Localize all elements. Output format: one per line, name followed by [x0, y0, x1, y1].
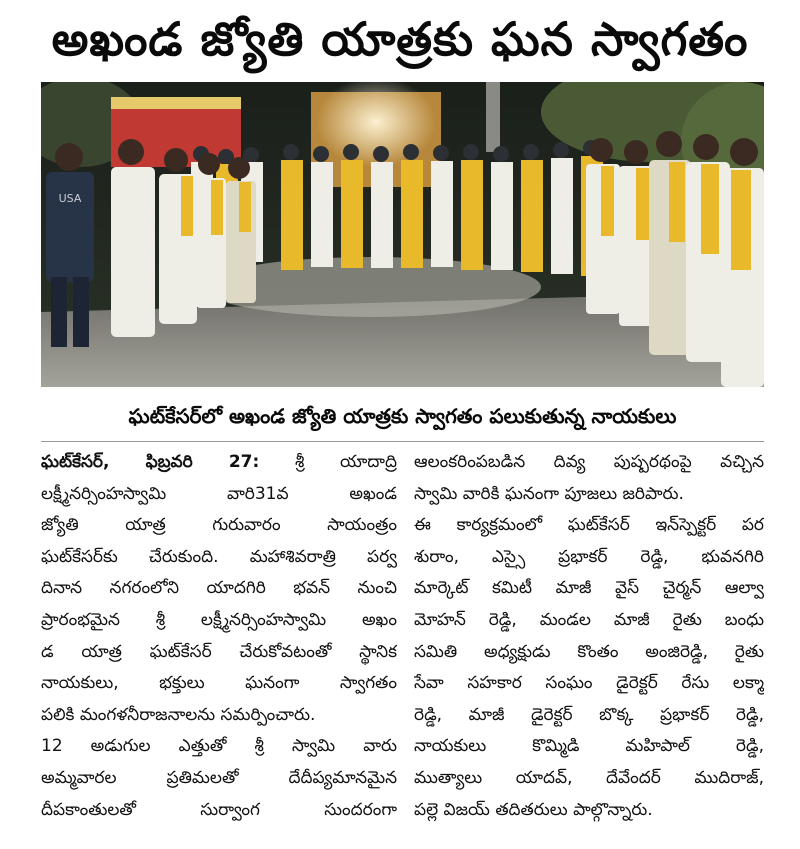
article-column-right — [414, 447, 764, 842]
news-photo — [41, 82, 764, 387]
dateline: ఘట్‌కేసర్, ఫిబ్రవరి 27: — [41, 452, 260, 472]
photo-caption: ఘట్‌కేసర్‌లో అఖండ జ్యోతి యాత్రకు స్వాగతం పలుకుతున్న నాయకులు — [128, 404, 677, 428]
article-line: మోహన్ రెడ్డి, మండల మాజీ రైతు బంధు — [414, 609, 764, 630]
headline: అఖండ జ్యోతి యాత్రకు ఘన స్వాగతం — [51, 12, 749, 66]
article-line: 12 అడుగుల ఎత్తుతో శ్రీ స్వామి వారు — [41, 736, 397, 757]
article-line: పలికి మంగళనీరాజనాలను సమర్పించారు. — [41, 704, 316, 725]
article-column-left — [41, 447, 397, 842]
article-line: స్వామి వారికి ఘనంగా పూజలు జరిపారు. — [414, 483, 684, 504]
article-line: శురాం, ఎస్సై ప్రభాకర్ రెడ్డి, భువనగిరి — [414, 546, 764, 567]
article-line: పల్లె విజయ్ తదితరులు పాల్గొన్నారు. — [414, 799, 653, 820]
article-line: సమితి అధ్యక్షుడు కొంతం అంజిరెడ్డి, రైతు — [414, 641, 764, 662]
article-line: ప్రారంభమైన శ్రీ లక్ష్మీనర్సింహస్వామి అఖం — [41, 609, 397, 630]
article-line: ఈ కార్యక్రమంలో ఘట్‌కేసర్ ఇన్‌స్పెక్టర్ పర — [414, 515, 764, 536]
article-line: నాయకులు, భక్తులు ఘనంగా స్వాగతం — [41, 673, 397, 694]
article-line: జ్యోతి యాత్ర గురువారం సాయంత్రం — [41, 515, 397, 536]
article-line: నాయకులు కొమ్మిడి మహిపాల్ రెడ్డి, — [414, 736, 764, 757]
article-line: డ యాత్ర ఘట్‌కేసర్ చేరుకోవటంతో స్థానిక — [41, 641, 397, 662]
article-line: మార్కెట్ కమిటీ మాజీ వైస్ చైర్మన్ ఆల్వా — [414, 578, 764, 599]
article-line: సేవా సహకార సంఘం డైరెక్టర్ రేసు లక్మా — [414, 673, 764, 694]
article-line: ఆలంకరింపబడిన దివ్య పుష్పరథంపై వచ్చిన — [414, 452, 764, 472]
article-line: దినాన నగరంలోని యాదగిరి భవన్ నుంచి — [41, 578, 397, 599]
divider — [41, 441, 764, 442]
article-line: ముత్యాలు యాదవ్, దేవేందర్ ముదిరాజ్, — [414, 767, 764, 788]
article-line: దీపకాంతులతో సుర్వాంగ సుందరంగా — [41, 799, 397, 820]
article-line: రెడ్డి, మాజీ డైరెక్టర్ బొక్క ప్రభాకర్ రెడ్డి, — [414, 704, 764, 725]
article-line — [41, 447, 397, 479]
article-line: ఘట్‌కేసర్‌కు చేరుకుంది. మహాశివరాత్రి పర్వ — [41, 546, 397, 567]
article-line: లక్ష్మీనర్సింహస్వామి వారి31వ అఖండ — [41, 483, 397, 504]
article-text: శ్రీ యాదాద్రి — [294, 452, 397, 472]
tshirt-text: USA — [58, 192, 82, 205]
article-line: అమ్మవారల ప్రతిమలతో దేదీప్యమానమైన — [41, 767, 397, 788]
